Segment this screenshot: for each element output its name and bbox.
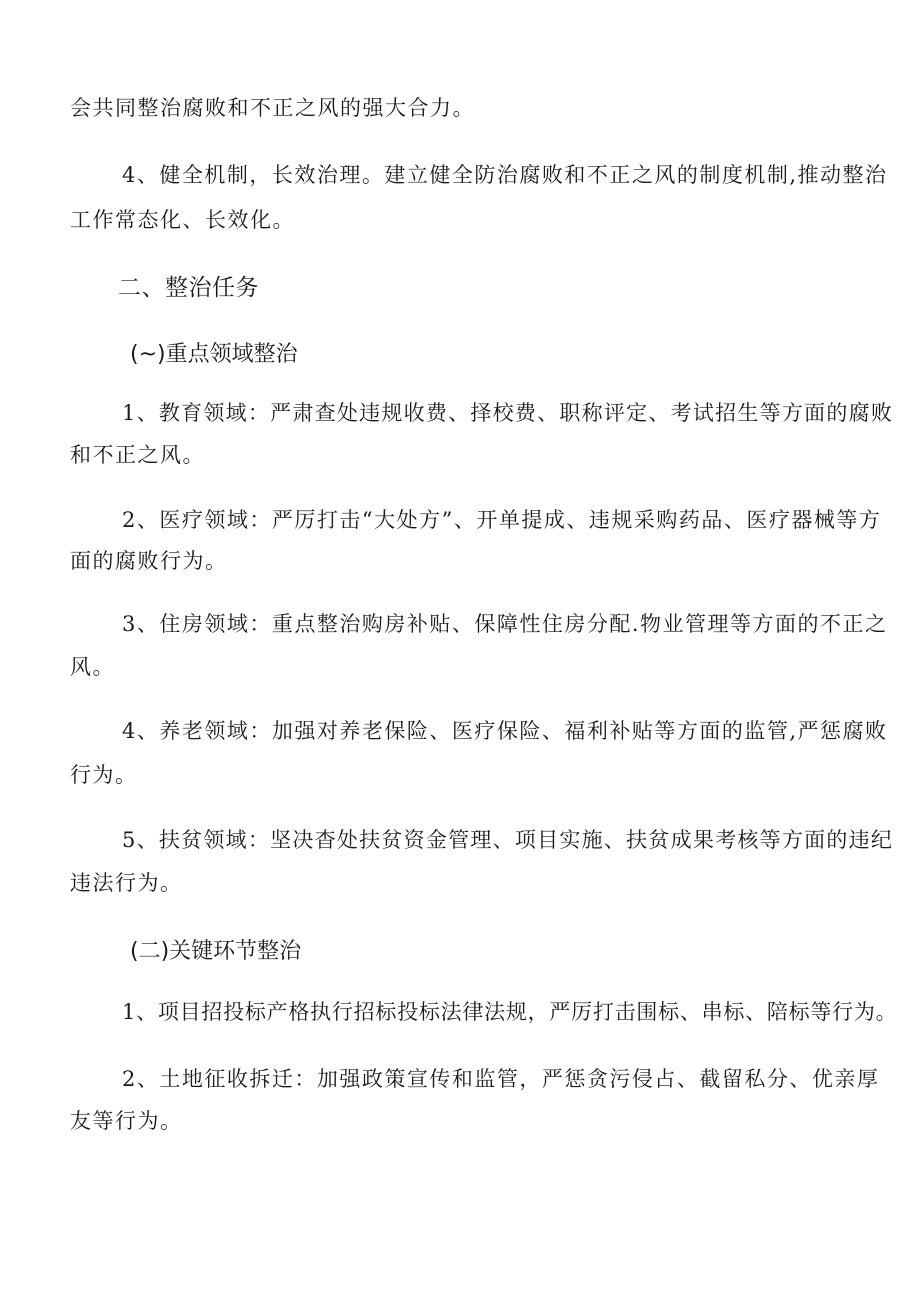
paragraph-line: 会共同整治腐败和不正之风的强大合力。 <box>70 96 475 120</box>
paragraph-line: 4、健全机制，长效治理。建立健全防治腐败和不正之风的制度机制,推动整治 <box>122 163 888 187</box>
paragraph-line: 友等行为。 <box>70 1109 183 1133</box>
paragraph-line: 2、土地征收拆迁：加强政策宣传和监管，严惩贪污侵占、截留私分、优亲厚 <box>122 1067 880 1091</box>
paragraph-line: 1、教育领域：严肃查处违规收费、择校费、职称评定、考试招生等方面的腐败 <box>122 401 894 425</box>
paragraph-line: 违法行为。 <box>70 871 183 895</box>
paragraph-line: 5、扶贫领域：坚决杳处扶贫资金管理、项目实施、扶贫成果考核等方面的违纪 <box>122 828 894 852</box>
subsection-heading: (~)重点领域整治 <box>130 342 298 367</box>
paragraph-line: 行为。 <box>70 763 138 787</box>
paragraph-line: 和不正之风。 <box>70 443 205 467</box>
paragraph-line: 4、养老领域：加强对养老保险、医疗保险、福利补贴等方面的监管,严惩腐败 <box>122 719 888 743</box>
paragraph-line: 风。 <box>70 655 115 679</box>
paragraph-line: 2、医疗领域：严厉打击“大处方”、开单提成、违规采购药品、医疗器械等方 <box>122 508 882 532</box>
paragraph-line: 3、住房领域：重点整治购房补贴、保障性住房分配.物业管理等方面的不正之 <box>122 612 888 636</box>
paragraph-line: 面的腐败行为。 <box>70 549 228 573</box>
subsection-heading: (二)关键环节整治 <box>130 939 302 964</box>
paragraph-line: 1、项目招投标产格执行招标投标法律法规，严厉打击围标、串标、陪标等行为。 <box>122 1000 898 1024</box>
section-heading: 二、整治任务 <box>118 275 259 301</box>
paragraph-line: 工作常态化、长效化。 <box>70 208 295 232</box>
